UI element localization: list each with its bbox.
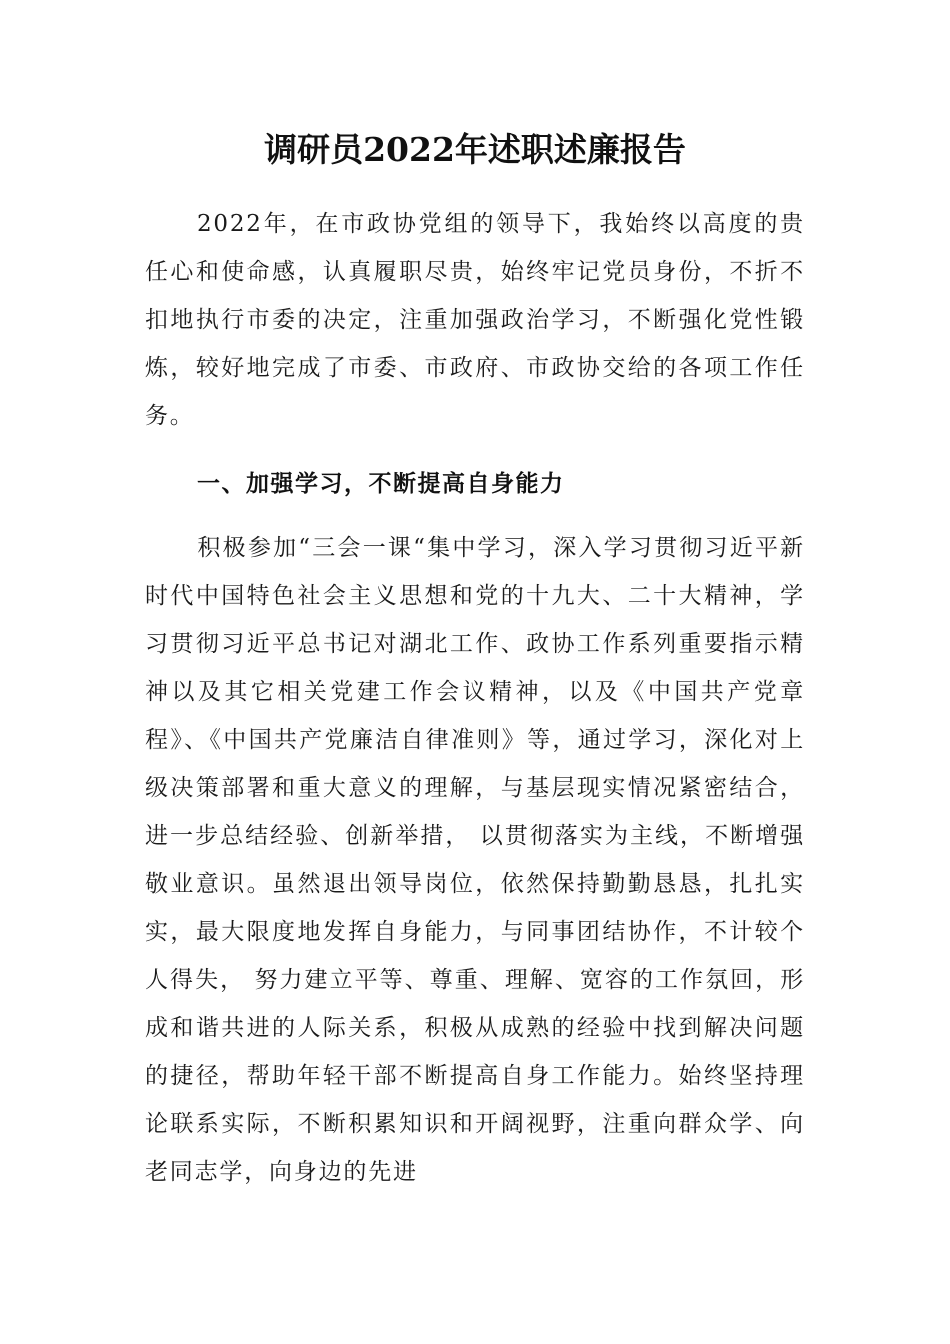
section-paragraph <box>145 524 805 1196</box>
intro-paragraph-text: 2022年，在市政协党组的领导下，我始终以高度的贵任心和使命感，认真履职尽贵，始终牢记党员身份，不折不扣地执行市委的决定，注重加强政治学习，不断强化党性锻炼，较好地完成了市委、市政府、市政协交给的各项工作任务。 <box>145 211 805 429</box>
section-paragraph-text: 积极参加“三会一课“集中学习，深入学习贯彻习近平新时代中国特色社会主义思想和党的十九大、二十大精神，学习贯彻习近平总书记对湖北工作、政协工作系列重要指示精神以及其它相关党建工作会议精神，以及《中国共产党章程》、《中国共产党廉洁自律准则》等，通过学习，深化对上级决策部署和重大意义的理解，与基层现实情况紧密结合，进一步总结经验、创新举措， 以贯彻落实为主线，不断增强敬业意识。虽然退出领导岗位，依然保持勤勤恳恳，扎扎实实，最大限度地发挥自身能力，与同事团结协作，不计较个人得失， 努力建立平等、尊重、理解、宽容的工作氛回，形成和谐共进的人际关系，积极从成熟的经验中找到解决问题的捷径，帮助年轻干部不断提高自身工作能力。始终坚持理论联系实际，不断积累知识和开阔视野，注重向群众学、向老同志学，向身边的先进 <box>145 535 805 1185</box>
intro-paragraph <box>145 200 805 440</box>
section-heading: 一、加强学习，不断提高自身能力 <box>197 471 565 497</box>
document-title: 调研员2022年述职述廉报告 <box>264 130 686 169</box>
